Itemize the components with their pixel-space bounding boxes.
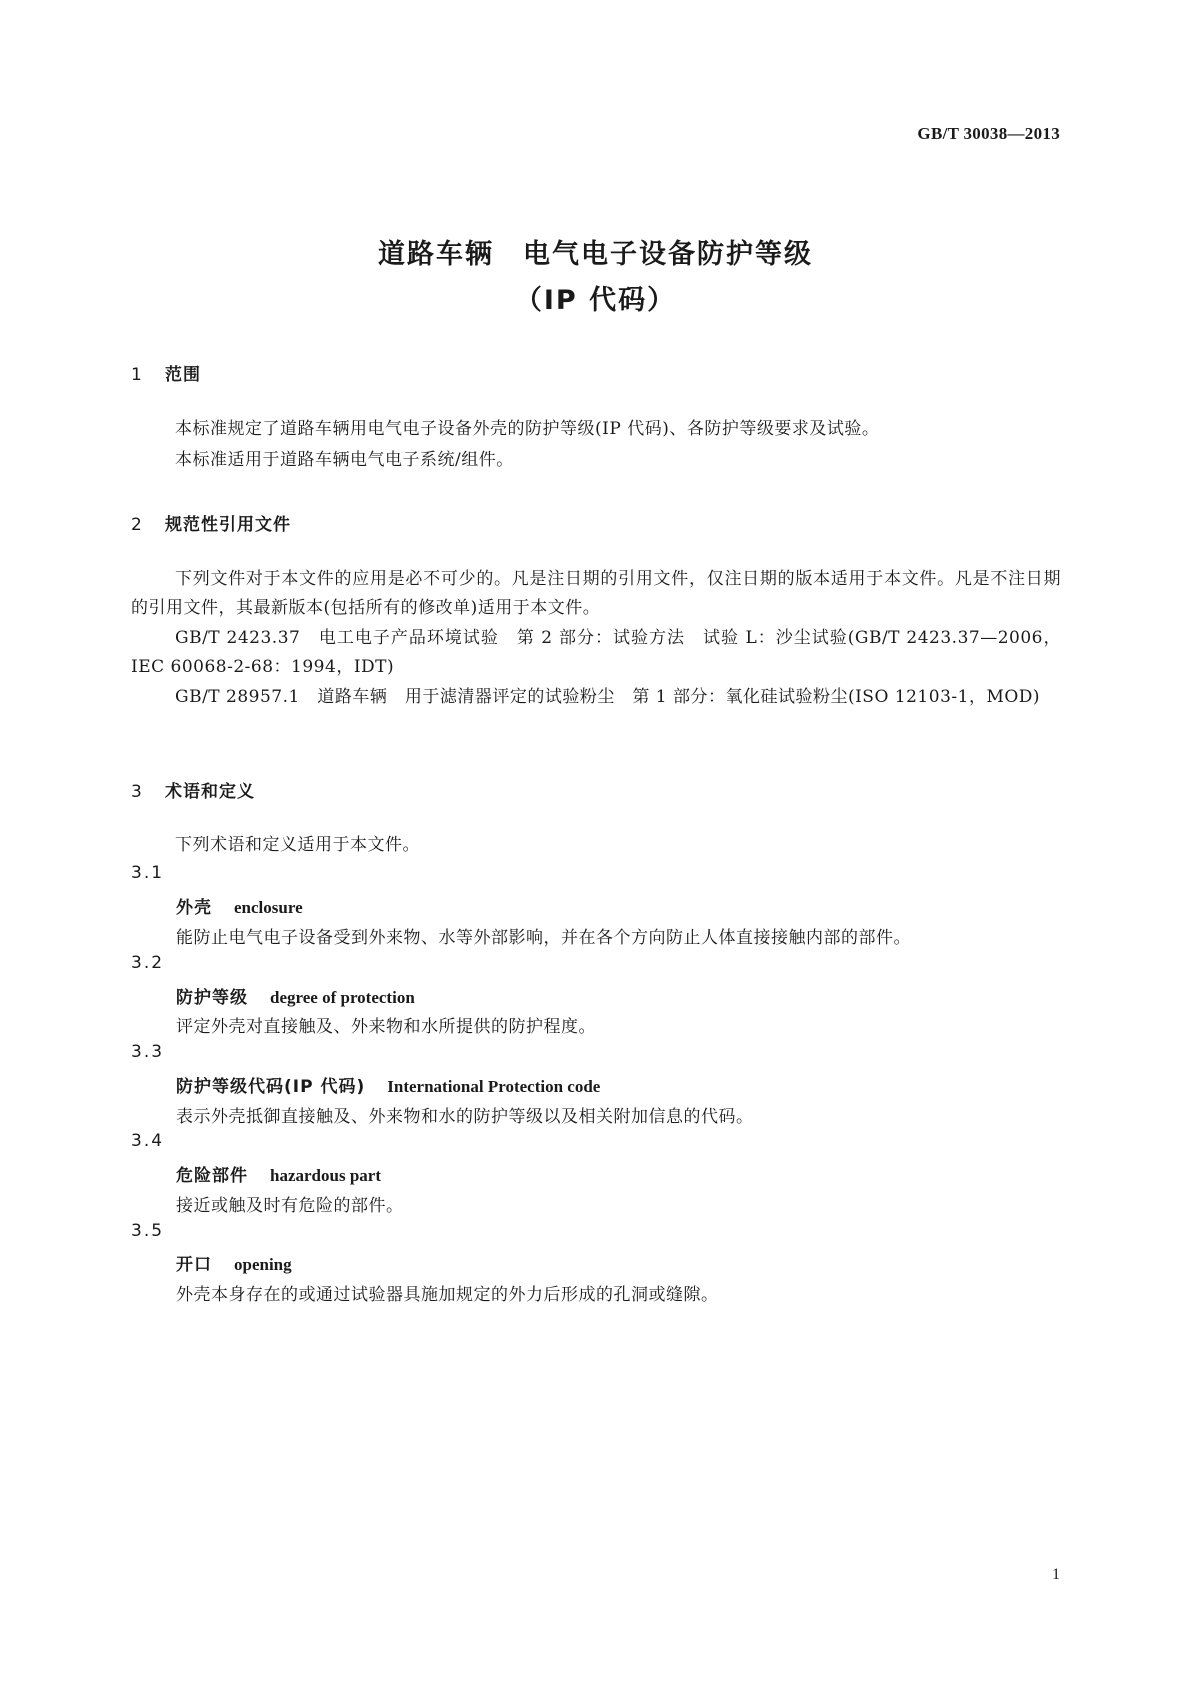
terms-intro-paragraph: 下列术语和定义适用于本文件。 — [175, 835, 420, 855]
page-number: 1 — [1052, 1566, 1060, 1583]
section-title: 范围 — [165, 365, 201, 385]
term-definition: 接近或触及时有危险的部件。 — [176, 1196, 404, 1216]
section-number: 3 — [131, 782, 143, 802]
term-name-zh: 开口 — [176, 1255, 212, 1275]
scope-paragraph-2: 本标准适用于道路车辆电气电子系统/组件。 — [175, 450, 514, 470]
term-definition: 外壳本身存在的或通过试验器具施加规定的外力后形成的孔洞或缝隙。 — [176, 1285, 719, 1305]
term-number: 3.4 — [131, 1131, 165, 1151]
term-number: 3.1 — [131, 863, 165, 883]
term-number: 3.3 — [131, 1042, 165, 1062]
section-2-heading — [131, 510, 291, 535]
term-name — [176, 893, 303, 918]
section-title: 规范性引用文件 — [165, 515, 291, 535]
term-name-en: enclosure — [234, 898, 303, 917]
normative-reference-2: GB/T 28957.1 道路车辆 用于滤清器评定的试验粉尘 第 1 部分：氧化硅试验粉尘(ISO 12103-1，MOD) — [175, 687, 1041, 707]
normative-reference-1: GB/T 2423.37 电工电子产品环境试验 第 2 部分：试验方法 试验 L：沙尘试验(GB/T 2423.37—2006，IEC 60068-2-68：1994，IDT) — [131, 628, 1061, 677]
term-name-en: degree of protection — [270, 988, 415, 1007]
section-number: 2 — [131, 515, 143, 535]
term-definition: 评定外壳对直接触及、外来物和水所提供的防护程度。 — [176, 1017, 596, 1037]
term-number: 3.5 — [131, 1221, 165, 1241]
normative-intro-paragraph: 下列文件对于本文件的应用是必不可少的。凡是注日期的引用文件，仅注日期的版本适用于本文件。凡是不注日期的引用文件，其最新版本(包括所有的修改单)适用于本文件。 — [131, 569, 1061, 618]
document-title: 道路车辆 电气电子设备防护等级 — [378, 239, 813, 270]
term-definition: 能防止电气电子设备受到外来物、水等外部影响，并在各个方向防止人体直接接触内部的部件。 — [176, 928, 911, 948]
section-title: 术语和定义 — [165, 782, 255, 802]
scope-paragraph-1: 本标准规定了道路车辆用电气电子设备外壳的防护等级(IP 代码)、各防护等级要求及试验。 — [175, 419, 880, 439]
section-3-heading — [131, 777, 255, 802]
term-name-en: opening — [234, 1255, 292, 1274]
term-name — [176, 1161, 381, 1186]
term-definition: 表示外壳抵御直接触及、外来物和水的防护等级以及相关附加信息的代码。 — [176, 1107, 754, 1127]
section-number: 1 — [131, 365, 143, 385]
term-name — [176, 983, 415, 1008]
document-subtitle: （IP 代码） — [514, 285, 677, 316]
term-name — [176, 1250, 292, 1275]
term-name — [176, 1072, 600, 1097]
standard-code: GB/T 30038—2013 — [917, 124, 1060, 143]
term-number: 3.2 — [131, 953, 165, 973]
term-name-zh: 防护等级 — [176, 988, 248, 1008]
section-1-heading — [131, 360, 201, 385]
term-name-zh: 危险部件 — [176, 1166, 248, 1186]
term-name-en: International Protection code — [387, 1077, 601, 1096]
term-name-zh: 防护等级代码(IP 代码) — [176, 1077, 366, 1097]
term-name-en: hazardous part — [270, 1166, 381, 1185]
term-name-zh: 外壳 — [176, 898, 212, 918]
